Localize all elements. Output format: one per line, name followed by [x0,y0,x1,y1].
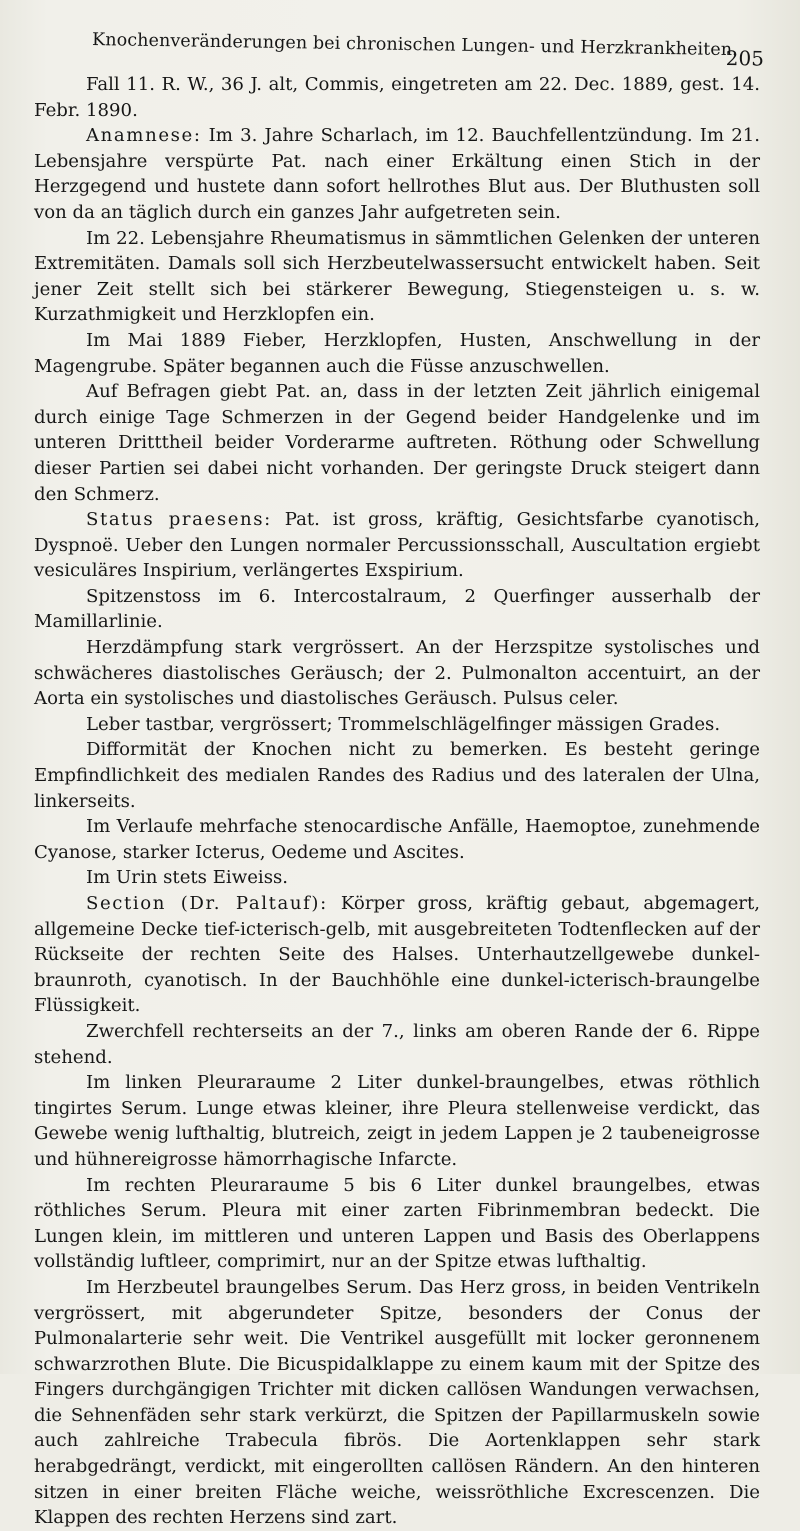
section-paragraph-2: Zwerchfell rechterseits an der 7., links am oberen Rande der 6. Rippe stehend. [34,1020,760,1068]
anamnese-text-1: Im 3. Jahre Scharlach, im 12. Bauchfellentzündung. Im 21. Lebensjahre verspürte Pat. nach einer Erkältung einen Stich in der Herzgegend und hustete dann sofort hellrothes Blut aus. Der Bluthusten soll von da an täglich durch ein ganzes Jahr aufgetreten sein. [34,125,760,223]
status-paragraph-5: Difformität der Knochen nicht zu bemerken. Es besteht geringe Empfindlichkeit des medialen Randes des Radius und des lateralen der Ulna, linkerseits. [34,739,760,812]
status-text-1: Pat. ist gross, kräftig, Gesichtsfarbe cyanotisch, Dyspnoë. Ueber den Lungen normaler Percussionsschall, Auscultation ergiebt vesiculäres Inspirium, verlängertes Exspirium. [34,509,760,582]
anamnese-lead: Anamnese: [86,125,202,147]
status-paragraph-6: Im Verlaufe mehrfache stenocardische Anfälle, Haemoptoe, zunehmende Cyanose, starker Icterus, Oedeme und Ascites. [34,816,760,863]
section-text-1: Körper gross, kräftig gebaut, abgemagert, allgemeine Decke tief-icterisch-gelb, mit ausgebreiteten Todtenflecken auf der Rückseite der rechten Seite des Halses. Unterhautzellgewebe dunkel-braunroth, cyanotisch. In der Bauchhöhle eine dunkel-icterisch-braungelbe Flüssigkeit. [34,893,760,1017]
section-paragraph-3: Im linken Pleuraraume 2 Liter dunkel-braungelbes, etwas röthlich tingirtes Serum. Lunge etwas kleiner, ihre Pleura stellenweise verdickt, das Gewebe wenig lufthaltig, blutreich, zeigt in jedem Lappen je 2 taubeneigrosse und hühnereigrosse hämorrhagische Infarcte. [34,1072,760,1170]
status-lead: Status praesens: [86,509,272,531]
section-lead: Section (Dr. Paltauf): [86,893,328,914]
body-text [34,72,760,1531]
section-paragraph-1 [34,891,760,1019]
status-paragraph-4: Leber tastbar, vergrössert; Trommelschlägelfinger mässigen Grades. [86,713,721,735]
status-paragraph-7: Im Urin stets Eiweiss. [86,867,289,889]
page-number: 205 [725,45,765,71]
anamnese-paragraph-4: Auf Befragen giebt Pat. an, dass in der letzten Zeit jährlich einigemal durch einige Tage Schmerzen in der Gegend beider Handgelenke und im unteren Dritttheil beider Vorderarme auftreten. Röthung oder Schwellung dieser Partien sei dabei nicht vorhanden. Der geringste Druck steigert dann den Schmerz. [34,381,760,505]
status-paragraph-2: Spitzenstoss im 6. Intercostalraum, 2 Querfinger ausserhalb der Mamillarlinie. [34,585,760,633]
section-paragraph-5: Im Herzbeutel braungelbes Serum. Das Herz gross, in beiden Ventrikeln vergrössert, mit abgerundeter Spitze, besonders der Conus der Pulmonalarterie sehr weit. Die Ventrikel ausgefüllt mit locker geronnenem schwarzrothen Blute. Die Bicuspidalklappe zu einem kaum mit der Spitze des Fingers durchgängigen Trichter mit dicken callösen Wandungen verwachsen, die Sehnenfäden sehr stark verkürzt, die Spitzen der Papillarmuskeln sowie auch zahlreiche Trabecula fibrös. Die Aortenklappen sehr stark herabgedrängt, verdickt, mit eingerollten callösen Rändern. An den hinteren sitzen in einer breiten Fläche weiche, weissröthliche Excrescenzen. Die Klappen des rechten Herzens sind zart. [34,1276,760,1529]
case-title: Fall 11. R. W., 36 J. alt, Commis, eingetreten am 22. Dec. 1889, gest. 14. Febr. 1890. [34,74,760,121]
running-head: Knochenveränderungen bei chronischen Lungen- und Herzkrankheiten. [91,30,738,61]
anamnese-paragraph-3: Im Mai 1889 Fieber, Herzklopfen, Husten, Anschwellung in der Magengrube. Später begannen auch die Füsse anzuschwellen. [34,329,760,377]
status-paragraph-1 [34,507,760,584]
status-paragraph-3: Herzdämpfung stark vergrössert. An der Herzspitze systolisches und schwächeres diastolisches Geräusch; der 2. Pulmonalton accentuirt, an der Aorta ein systolisches und diastolisches Geräusch. Pulsus celer. [34,637,760,710]
anamnese-paragraph-1 [34,123,760,225]
section-paragraph-4: Im rechten Pleuraraume 5 bis 6 Liter dunkel braungelbes, etwas röthliches Serum. Pleura mit einer zarten Fibrinmembran bedeckt. Die Lungen klein, im mittleren und unteren Lappen und Basis des Oberlappens vollständig luftleer, comprimirt, nur an der Spitze etwas lufthaltig. [34,1174,760,1273]
anamnese-paragraph-2: Im 22. Lebensjahre Rheumatismus in sämmtlichen Gelenken der unteren Extremitäten. Damals soll sich Herzbeutelwassersucht entwickelt haben. Seit jener Zeit stellt sich bei stärkerer Bewegung, Stiegensteigen u. s. w. Kurzathmigkeit und Herzklopfen ein. [34,227,760,326]
